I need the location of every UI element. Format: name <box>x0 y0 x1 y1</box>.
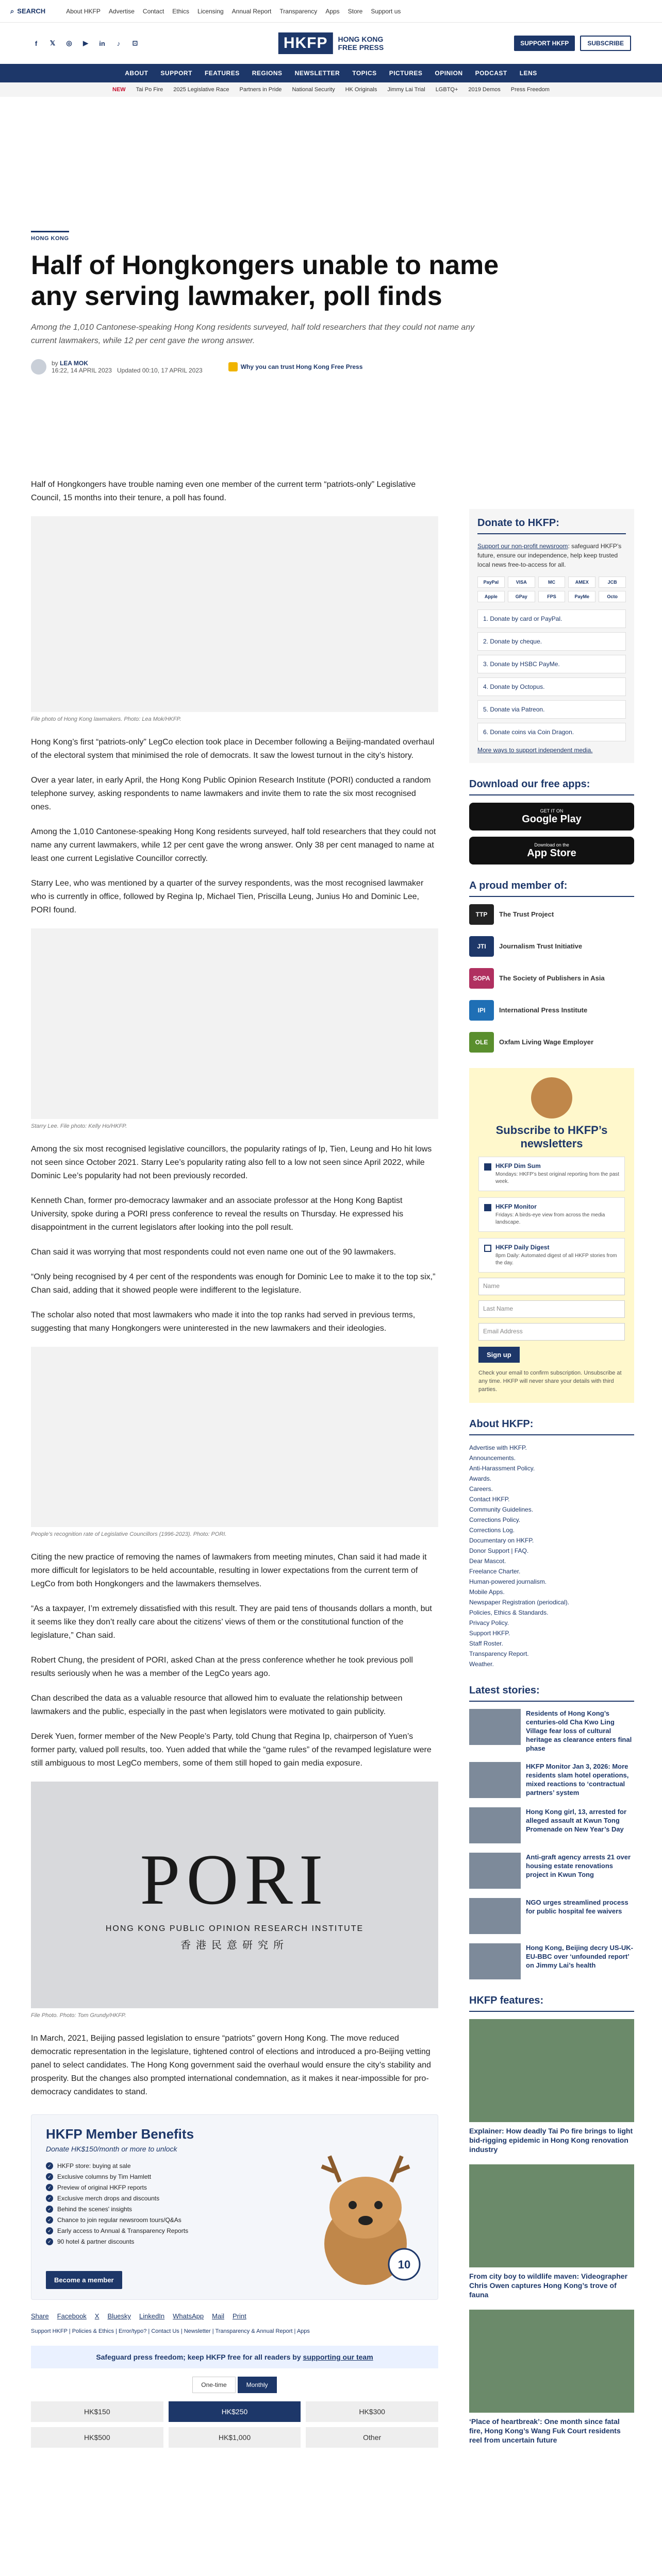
member-name: International Press Institute <box>499 1006 588 1014</box>
about-block <box>469 1418 634 1669</box>
latest-story[interactable] <box>469 1943 634 1979</box>
member-logo: JTI <box>469 936 494 957</box>
paragraph: Over a year later, in early April, the Hong Kong Public Opinion Research Institute (PORI) conducted a random telephone survey, asking respondents to name lawmakers and invite them to rate the six most recognised ones. <box>31 776 431 811</box>
utility-link[interactable]: Transparency <box>279 7 318 15</box>
paragraph: Citing the new practice of removing the names of lawmakers from meeting minutes, Chan said it had made it more difficult for legislators to be held accountable, resulting in lower expectations from the current term of LegCo from both Hongkongers and the lawmakers themselves. <box>31 1553 427 1588</box>
member-logo: IPI <box>469 1000 494 1021</box>
article-deck: Among the 1,010 Cantonese-speaking Hong Kong residents surveyed, half told researchers that they could not name any current lawmakers, while 12 per cent gave the wrong answer. <box>31 323 475 345</box>
nav-item[interactable]: TOPICS <box>352 70 377 77</box>
search-icon: ⌕ <box>10 7 14 15</box>
about-link[interactable]: Community Guidelines. <box>469 1506 534 1513</box>
recognition-chart-photo <box>31 1347 438 1527</box>
newsletter-option-desc: Mondays: HKFP’s best original reporting from the past week. <box>495 1172 619 1184</box>
tab-monthly[interactable]: Monthly <box>238 2377 277 2393</box>
latest-story[interactable] <box>469 1853 634 1889</box>
newsletter-checkbox[interactable] <box>484 1204 491 1211</box>
feature-story[interactable] <box>469 2310 634 2445</box>
nav-item[interactable]: ABOUT <box>125 70 148 77</box>
paragraph: Robert Chung, the president of PORI, asked Chan at the press conference whether he took previous poll results seriously when he was a member of the LegCo years ago. <box>31 1656 413 1678</box>
payment-logo: AMEX <box>568 577 595 588</box>
check-icon: ✓ <box>46 2195 53 2202</box>
member-org[interactable] <box>469 1000 634 1021</box>
benefit-item <box>46 2173 188 2180</box>
paragraph: Hong Kong’s first “patriots-only” LegCo election took place in December following a Beijing-mandated overhaul of the electoral system that minimised the role of democrats. It saw the lowest turnout in the city’s history. <box>31 738 435 760</box>
payment-logo: FPS <box>538 591 566 602</box>
benefit-text: Behind the scenes' insights <box>57 2206 133 2213</box>
about-link[interactable]: Corrections Log. <box>469 1527 515 1534</box>
utility-link[interactable]: Support us <box>371 7 401 15</box>
feature-image <box>469 2164 634 2267</box>
nav-item[interactable]: SUPPORT <box>160 70 192 77</box>
about-link[interactable]: Contact HKFP. <box>469 1496 510 1503</box>
member-name: Oxfam Living Wage Employer <box>499 1038 594 1046</box>
about-link[interactable]: Awards. <box>469 1475 492 1482</box>
nav-item[interactable]: FEATURES <box>204 70 240 77</box>
member-org[interactable] <box>469 968 634 989</box>
check-icon: ✓ <box>46 2238 53 2245</box>
support-hkfp-button[interactable]: SUPPORT HKFP <box>514 36 575 51</box>
benefit-item <box>46 2206 188 2213</box>
donate-amount-option[interactable]: HK$250 <box>169 2401 301 2422</box>
payment-logo: GPay <box>508 591 535 602</box>
about-link[interactable]: Corrections Policy. <box>469 1516 521 1523</box>
ten-years-badge: 10 <box>398 2258 411 2271</box>
benefit-text: HKFP store: buying at sale <box>57 2162 131 2170</box>
feature-story[interactable] <box>469 2164 634 2299</box>
newsletter-option[interactable] <box>478 1157 625 1191</box>
benefit-item <box>46 2216 188 2224</box>
signup-button[interactable]: Sign up <box>478 1347 520 1363</box>
member-name: Journalism Trust Initiative <box>499 942 583 950</box>
article-body <box>31 478 438 2448</box>
about-link[interactable]: Dear Mascot. <box>469 1557 506 1565</box>
trending-link[interactable]: Press Freedom <box>510 87 550 93</box>
latest-block <box>469 1685 634 1979</box>
latest-story[interactable] <box>469 1807 634 1843</box>
paragraph: In March, 2021, Beijing passed legislation to ensure “patriots” govern Hong Kong. The move reduced democratic representation in the legislature, tightened control of elections and introduced a pro-Beijing vetting panel to select candidates. The Hong Kong government said the overhaul would ensure the city’s stability and prosperity. But the changes also prompted international condemnation, as it makes it near-impossible for pro-democracy candidates to stand. <box>31 2034 431 2096</box>
donate-heading: Donate to HKFP: <box>477 517 626 534</box>
story-thumbnail <box>469 1807 521 1843</box>
member-org[interactable] <box>469 1032 634 1053</box>
utility-link[interactable]: Annual Report <box>231 7 272 15</box>
donate-text: Support our non-profit newsroom: safeguard HKFP’s future, ensure our independence, help keep trusted local news free-to-access for all. <box>477 543 622 568</box>
about-link[interactable]: Freelance Charter. <box>469 1568 521 1575</box>
donate-method-link[interactable]: 1. Donate by card or PayPal. <box>477 609 626 628</box>
trending-link[interactable]: LGBTQ+ <box>435 87 458 93</box>
payment-logo: MC <box>538 577 566 588</box>
payment-logo: PayMe <box>568 591 595 602</box>
subscribe-button[interactable]: SUBSCRIBE <box>580 36 631 51</box>
shield-icon <box>228 362 238 371</box>
about-link[interactable]: Transparency Report. <box>469 1650 529 1657</box>
paragraph: Chan described the data as a valuable resource that allowed him to evaluate the relationship between lawmakers and the public, especially in the past when legislators were motivated to gain publicity. <box>31 1694 403 1716</box>
benefit-item <box>46 2238 188 2245</box>
trending-link[interactable]: Jimmy Lai Trial <box>387 87 425 93</box>
feature-title: ‘Place of heartbreak’: One month since fatal fire, Hong Kong’s Wang Fuk Court residents reel from uncertain future <box>469 2417 621 2444</box>
feature-title: From city boy to wildlife maven: Videographer Chris Owen captures Hong Kong’s trove of fauna <box>469 2272 628 2299</box>
benefit-item <box>46 2184 188 2191</box>
story-title: Hong Kong, Beijing decry US-UK-EU-BBC over ‘unfounded report’ on Jimmy Lai’s health <box>526 1944 633 1969</box>
newsletter-input[interactable]: Email Address <box>478 1323 625 1341</box>
byline: by LEA MOK 16:22, 14 APRIL 2023 Updated 00:10, 17 APRIL 2023 Why you can trust Hong Kong Free Press <box>31 359 438 375</box>
about-link[interactable]: Human-powered journalism. <box>469 1578 547 1585</box>
donate-method-link[interactable]: 6. Donate coins via Coin Dragon. <box>477 723 626 741</box>
article-footer-links[interactable]: Support HKFP | Policies & Ethics | Error/typo? | Contact Us | Newsletter | Transparency & Annual Report | Apps <box>31 2328 310 2334</box>
donate-frequency-tabs <box>31 2377 438 2393</box>
benefits-subtitle: Donate HK$150/month or more to unlock <box>46 2145 177 2153</box>
lawmakers-photo-image <box>31 516 438 712</box>
share-links <box>31 2312 438 2320</box>
features-heading: HKFP features: <box>469 1995 634 2012</box>
sidebar <box>469 509 634 2455</box>
member-name: The Trust Project <box>499 910 554 918</box>
about-link[interactable]: Advertise with HKFP. <box>469 1444 527 1451</box>
nav-item[interactable]: REGIONS <box>252 70 283 77</box>
about-link[interactable]: Announcements. <box>469 1454 516 1462</box>
trending-link[interactable]: 2019 Demos <box>468 87 501 93</box>
logo-name: HONG KONG FREE PRESS <box>338 35 384 52</box>
payment-methods <box>477 577 626 602</box>
story-thumbnail <box>469 1762 521 1798</box>
share-link[interactable]: Share <box>31 2312 49 2320</box>
deer-mascot-icon <box>531 1077 572 1118</box>
latest-story[interactable] <box>469 1762 634 1798</box>
lawmakers-photo <box>31 516 438 712</box>
pori-word: PORI <box>140 1840 329 1920</box>
benefits-list <box>46 2162 188 2249</box>
utility-link[interactable]: Licensing <box>197 7 224 15</box>
member-logo: TTP <box>469 904 494 925</box>
member-logo: OLE <box>469 1032 494 1053</box>
story-thumbnail <box>469 1709 521 1745</box>
newsletter-option-title: HKFP Dim Sum <box>495 1162 541 1170</box>
starry-lee-photo <box>31 928 438 1119</box>
about-link[interactable]: Donor Support | FAQ. <box>469 1547 529 1554</box>
newsletter-checkbox[interactable] <box>484 1245 491 1252</box>
check-icon: ✓ <box>46 2162 53 2170</box>
apps-heading: Download our free apps: <box>469 778 634 795</box>
article-headline: Half of Hongkongers unable to name any serving lawmaker, poll finds <box>31 250 499 311</box>
paragraph: Kenneth Chan, former pro-democracy lawmaker and an associate professor at the Hong Kong Baptist University, spoke during a PORI press conference to reveal the results on Thursday. He expressed his disappointment in the current legislators after looking into the poll result. <box>31 1196 404 1232</box>
trust-link[interactable]: Why you can trust Hong Kong Free Press <box>228 362 363 371</box>
share-link[interactable]: WhatsApp <box>173 2312 204 2320</box>
about-link[interactable]: Anti-Harassment Policy. <box>469 1465 535 1472</box>
social-icon[interactable]: ▶ <box>83 39 88 47</box>
share-link[interactable]: Facebook <box>57 2312 87 2320</box>
story-title: Hong Kong girl, 13, arrested for alleged assault at Kwun Tong Promenade on New Year’s Day <box>526 1808 627 1833</box>
about-link[interactable]: Documentary on HKFP. <box>469 1537 534 1544</box>
main-nav <box>0 64 662 82</box>
utility-link[interactable]: Advertise <box>108 7 135 15</box>
benefit-item <box>46 2227 188 2234</box>
member-logo: SOPA <box>469 968 494 989</box>
author-link[interactable]: LEA MOK <box>60 360 88 367</box>
trending-bar <box>0 82 662 97</box>
updated-date: Updated 00:10, 17 APRIL 2023 <box>117 367 203 374</box>
nav-item[interactable]: OPINION <box>435 70 463 77</box>
feature-title: Explainer: How deadly Tai Po fire brings to light bid-rigging epidemic in Hong Kong renovation industry <box>469 2127 633 2154</box>
trending-link[interactable]: HK Originals <box>345 87 377 93</box>
newsletter-option-title: HKFP Daily Digest <box>495 1244 550 1251</box>
paragraph: Among the six most recognised legislative councillors, the popularity ratings of Ip, Tien, Leung and Ho hit lows not seen since October 2021. Starry Lee’s popularity rating also fell to a low not seen since April 2022, while Dominic Lee’s popularity had not been previously recorded. <box>31 1145 432 1180</box>
member-org[interactable] <box>469 904 634 925</box>
benefit-item <box>46 2195 188 2202</box>
masthead <box>0 23 662 64</box>
tab-one-time[interactable]: One-time <box>192 2377 235 2393</box>
apps-block <box>469 778 634 865</box>
check-icon: ✓ <box>46 2216 53 2224</box>
paragraph: “As a taxpayer, I’m extremely dissatisfied with this result. They are paid tens of thousands dollars a month, but it seems like they don’t really care about the citizens’ views of them or the constitutional function of the legislature,” Chan said. <box>31 1604 432 1640</box>
benefit-text: Early access to Annual & Transparency Reports <box>57 2227 189 2234</box>
donate-amount-option[interactable]: HK$150 <box>31 2401 163 2422</box>
about-link[interactable]: Policies, Ethics & Standards. <box>469 1609 549 1616</box>
member-name: The Society of Publishers in Asia <box>499 974 605 982</box>
newsletter-option-title: HKFP Monitor <box>495 1203 537 1210</box>
social-icons <box>31 38 140 48</box>
donate-amount-option[interactable]: HK$300 <box>306 2401 438 2422</box>
newsletter-option[interactable] <box>478 1238 625 1273</box>
donate-method-link[interactable]: 3. Donate by HSBC PayMe. <box>477 655 626 673</box>
google-play-badge[interactable]: GET IT ON Google Play <box>469 803 634 831</box>
utility-link[interactable]: Apps <box>325 7 340 15</box>
payment-logo: VISA <box>508 577 535 588</box>
photo-caption: People’s recognition rate of Legislative Councillors (1996-2023). Photo: PORI. <box>31 1531 227 1537</box>
utility-link[interactable]: Ethics <box>172 7 189 15</box>
donate-amount-option[interactable]: HK$500 <box>31 2427 163 2448</box>
donate-method-link[interactable]: 2. Donate by cheque. <box>477 632 626 651</box>
features-block <box>469 1995 634 2445</box>
social-icon[interactable]: 𝕏 <box>49 39 56 47</box>
publish-date: 16:22, 14 APRIL 2023 <box>52 367 112 374</box>
story-title: HKFP Monitor Jan 3, 2026: More residents slam hotel operations, mixed reactions to ‘contractual partners’ system <box>526 1762 629 1797</box>
member-org[interactable] <box>469 936 634 957</box>
photo-caption: File Photo. Photo: Tom Grundy/HKFP. <box>31 2012 126 2019</box>
paragraph: Starry Lee, who was mentioned by a quarter of the survey respondents, was the most recognised lawmaker who is currently in office, followed by Regina Ip, Michael Tien, Priscilla Leung, Junius Ho and Dominic Lee, PORI found. <box>31 879 424 914</box>
about-link[interactable]: Staff Roster. <box>469 1640 503 1647</box>
latest-story[interactable] <box>469 1709 634 1753</box>
member-benefits-banner[interactable] <box>31 2114 438 2300</box>
story-thumbnail <box>469 1898 521 1934</box>
share-link[interactable]: LinkedIn <box>139 2312 165 2320</box>
donate-amounts <box>31 2401 438 2448</box>
paragraph: “Only being recognised by 4 per cent of the respondents was enough for Dominic Lee to make it to the top six,” Chan said, adding that it showed people were indifferent to the legislature. <box>31 1273 436 1295</box>
share-link[interactable]: Mail <box>212 2312 224 2320</box>
more-ways-link[interactable]: More ways to support independent media. <box>477 747 593 754</box>
about-link[interactable]: Privacy Policy. <box>469 1619 509 1626</box>
latest-heading: Latest stories: <box>469 1685 634 1702</box>
donate-block <box>469 509 634 763</box>
logo-mark: HKFP <box>278 32 333 54</box>
check-icon: ✓ <box>46 2227 53 2234</box>
benefit-item <box>46 2162 188 2170</box>
article-category[interactable]: HONG KONG <box>31 231 69 242</box>
photo-caption: Starry Lee. File photo: Kelly Ho/HKFP. <box>31 1123 127 1129</box>
latest-story[interactable] <box>469 1898 634 1934</box>
newsletter-block <box>469 1068 634 1403</box>
story-thumbnail <box>469 1853 521 1889</box>
benefit-text: 90 hotel & partner discounts <box>57 2238 135 2245</box>
article-header <box>31 231 499 375</box>
newsletter-heading: Subscribe to HKFP’s newsletters <box>495 1124 608 1150</box>
nav-item[interactable]: LENS <box>519 70 537 77</box>
story-title: Residents of Hong Kong’s centuries-old Cha Kwo Ling Village fear loss of cultural heritage as clearance enters final phase <box>526 1709 632 1752</box>
benefit-text: Preview of original HKFP reports <box>57 2184 147 2191</box>
about-link[interactable]: Careers. <box>469 1485 493 1493</box>
story-title: NGO urges streamlined process for public hospital fee waivers <box>526 1899 628 1915</box>
paragraph: Half of Hongkongers have trouble naming even one member of the current term “patriots-only” Legislative Council, 15 months into their tenure, a poll has found. <box>31 480 416 502</box>
nav-item[interactable]: NEWSLETTER <box>294 70 340 77</box>
top-utility-bar <box>0 0 662 23</box>
share-link[interactable]: Bluesky <box>107 2312 131 2320</box>
social-icon[interactable]: f <box>35 39 38 47</box>
utility-link[interactable]: About HKFP <box>66 7 101 15</box>
donate-amount-option[interactable]: Other <box>306 2427 438 2448</box>
donate-method-link[interactable]: 5. Donate via Patreon. <box>477 700 626 719</box>
nav-item[interactable]: PODCAST <box>475 70 507 77</box>
benefit-text: Chance to join regular newsroom tours/Q&As <box>57 2216 181 2224</box>
story-thumbnail <box>469 1943 521 1979</box>
proud-heading: A proud member of: <box>469 880 634 897</box>
about-heading: About HKFP: <box>469 1418 634 1435</box>
search-toggle[interactable]: ⌕ SEARCH <box>10 7 46 15</box>
about-link[interactable]: Mobile Apps. <box>469 1588 505 1596</box>
check-icon: ✓ <box>46 2184 53 2191</box>
donate-method-link[interactable]: 4. Donate by Octopus. <box>477 677 626 696</box>
app-store-badge[interactable]: Download on the App Store <box>469 837 634 865</box>
share-link[interactable]: Print <box>232 2312 246 2320</box>
share-link[interactable]: X <box>94 2312 100 2320</box>
trending-new-badge: NEW <box>112 87 126 93</box>
trending-link[interactable]: 2025 Legislative Race <box>173 87 229 93</box>
story-title: Anti-graft agency arrests 21 over housing estate renovations project in Kwun Tong <box>526 1853 631 1878</box>
paragraph: The scholar also noted that most lawmakers who made it into the top ranks had served in previous terms, suggesting that many Hongkongers were uninterested in the new lawmakers and their ideologies. <box>31 1311 416 1333</box>
trending-link[interactable]: National Security <box>292 87 335 93</box>
payment-logo: JCB <box>599 577 626 588</box>
feature-image <box>469 2019 634 2122</box>
newsletter-checkbox[interactable] <box>484 1163 491 1171</box>
photo-caption: File photo of Hong Kong lawmakers. Photo: Lea Mok/HKFP. <box>31 716 181 722</box>
feature-image <box>469 2310 634 2413</box>
social-icon[interactable]: ◎ <box>66 39 72 47</box>
social-icon[interactable]: ♪ <box>117 39 121 47</box>
benefit-text: Exclusive merch drops and discounts <box>57 2195 160 2202</box>
newsletter-option-desc: 8pm Daily: Automated digest of all HKFP stories from the day. <box>495 1253 617 1266</box>
pori-chinese: 香港民意研究所 <box>180 1940 289 1951</box>
about-link[interactable]: Support HKFP. <box>469 1630 510 1637</box>
utility-link[interactable]: Store <box>347 7 363 15</box>
benefit-text: Exclusive columns by Tim Hamlett <box>57 2173 152 2180</box>
nav-item[interactable]: PICTURES <box>389 70 423 77</box>
social-icon[interactable]: ⊡ <box>132 39 138 47</box>
payment-logo: Apple <box>477 591 505 602</box>
payment-logo: PayPal <box>477 577 505 588</box>
about-link[interactable]: Weather. <box>469 1660 494 1668</box>
supporting-link[interactable]: supporting our team <box>303 2353 373 2361</box>
trending-link[interactable]: Tai Po Fire <box>136 87 163 93</box>
feature-story[interactable] <box>469 2019 634 2154</box>
benefits-title: HKFP Member Benefits <box>46 2126 194 2142</box>
social-icon[interactable]: in <box>99 39 105 47</box>
payment-logo: Octo <box>599 591 626 602</box>
check-icon: ✓ <box>46 2206 53 2213</box>
newsletter-fineprint: Check your email to confirm subscription. Unsubscribe at any time. HKFP will never share your details with third parties. <box>478 1370 622 1393</box>
utility-links <box>66 8 401 15</box>
site-logo[interactable] <box>278 32 384 54</box>
deer-mascot-icon <box>304 2146 427 2290</box>
about-link[interactable]: Newspaper Registration (periodical). <box>469 1599 570 1606</box>
newsletter-input[interactable]: Name <box>478 1278 625 1295</box>
paragraph: Chan said it was worrying that most respondents could not even name one out of the 90 lawmakers. <box>31 1248 396 1257</box>
utility-link[interactable]: Contact <box>142 7 164 15</box>
paragraph: Among the 1,010 Cantonese-speaking Hong Kong residents surveyed, half told researchers that they could not name any current lawmakers, while 12 per cent gave the wrong answer. Only 38 per cent managed to name at least one current Legislative Councillor correctly. <box>31 827 436 863</box>
paragraph: Derek Yuen, former member of the New People’s Party, told Chung that Regina Ip, chairperson of Yuen’s former party, valued poll results, too. Yuen added that while the “game rules” of the revamped legislature were still ambiguous to most LegCo members, some of them still hoped to gain media exposure. <box>31 1732 432 1768</box>
pori-subtitle: HONG KONG PUBLIC OPINION RESEARCH INSTITUTE <box>105 1924 364 1933</box>
donate-amount-option[interactable]: HK$1,000 <box>169 2427 301 2448</box>
newsletter-input[interactable]: Last Name <box>478 1300 625 1318</box>
safeguard-banner: Safeguard press freedom; keep HKFP free for all readers by supporting our team <box>31 2346 438 2368</box>
author-avatar <box>31 359 46 375</box>
check-icon: ✓ <box>46 2173 53 2180</box>
newsletter-option-desc: Fridays: A birds-eye view from across the media landscape. <box>495 1212 605 1225</box>
become-member-button[interactable]: Become a member <box>46 2271 122 2289</box>
pori-sign-photo <box>31 1782 438 2008</box>
newsletter-option[interactable] <box>478 1197 625 1232</box>
trending-link[interactable]: Partners in Pride <box>239 87 282 93</box>
proud-member-block <box>469 880 634 1053</box>
